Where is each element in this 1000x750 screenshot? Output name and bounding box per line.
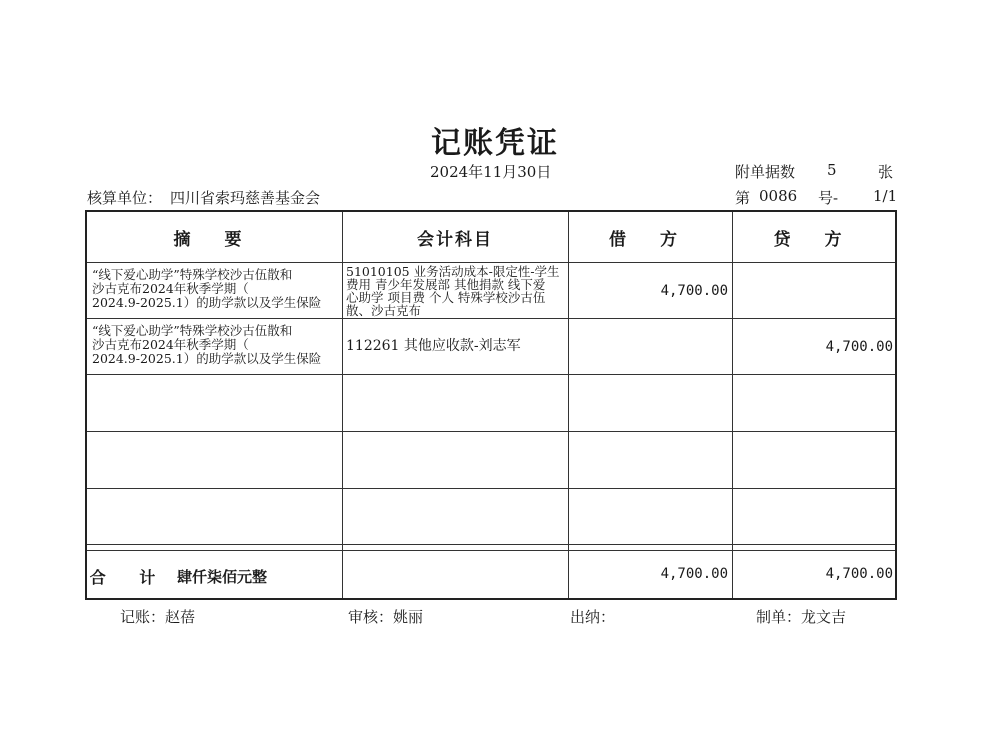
summary-line: “线下爱心助学”特殊学校沙古伍散和 (92, 267, 293, 282)
accounting-unit (87, 187, 320, 208)
entry-1-summary (92, 268, 342, 310)
signature-cashier (570, 606, 615, 627)
voucher-number-prefix: 第 (735, 189, 751, 207)
summary-line: 2024.9-2025.1）的助学款以及学生保险 (92, 351, 322, 366)
voucher-title: 记账凭证 (431, 126, 559, 161)
total-in-words: 肆仟柒佰元整 (177, 567, 268, 586)
total-credit: 4,700.00 (825, 566, 893, 582)
voucher-page: 1/1 (873, 187, 898, 205)
attachment-number: 5 (827, 161, 837, 179)
bookkeeper-label: 记账： (120, 608, 166, 626)
subject-line: 散、沙古克布 (346, 303, 422, 318)
subject-line: 费用 青少年发展部 其他捐款 线下爱 (346, 277, 546, 292)
header-summary: 摘 要 (173, 229, 256, 250)
preparer-label: 制单： (756, 608, 802, 626)
total-debit: 4,700.00 (660, 566, 728, 582)
col-divider (732, 212, 733, 598)
signature-preparer (756, 606, 846, 627)
header-credit: 贷 方 (773, 229, 856, 250)
entry-2-summary (92, 324, 342, 366)
header-debit: 借 方 (609, 229, 691, 250)
row-divider (87, 550, 895, 551)
entry-2-credit: 4,700.00 (825, 339, 893, 355)
summary-line: “线下爱心助学”特殊学校沙古伍散和 (92, 323, 293, 338)
signature-bookkeeper (120, 606, 195, 627)
subject-line: 51010105 业务活动成本-限定性-学生 (346, 264, 560, 279)
row-divider (87, 544, 895, 545)
accounting-unit-value: 四川省索玛慈善基金会 (170, 189, 321, 207)
cashier-label: 出纳： (570, 608, 616, 626)
reviewer-label: 审核： (348, 608, 394, 626)
voucher-table (85, 210, 897, 600)
attachment-unit: 张 (878, 163, 894, 181)
header-subject: 会计科目 (417, 229, 493, 250)
voucher-number-value: 0086 (759, 187, 798, 205)
reviewer-name: 姚丽 (393, 608, 424, 626)
row-divider (87, 488, 895, 489)
summary-line: 沙古克布2024年秋季学期（ (92, 337, 249, 352)
subject-line: 112261 其他应收款-刘志军 (346, 338, 521, 354)
entry-1-debit: 4,700.00 (660, 283, 728, 299)
bookkeeper-name: 赵蓓 (165, 608, 196, 626)
col-divider (342, 212, 343, 598)
row-divider (87, 318, 895, 319)
subject-line: 心助学 项目费 个人 特殊学校沙古伍 (346, 290, 546, 305)
entry-2-subject (346, 340, 568, 353)
signature-reviewer (348, 606, 423, 627)
summary-line: 沙古克布2024年秋季学期（ (92, 281, 249, 296)
preparer-name: 龙文吉 (801, 608, 847, 626)
row-divider (87, 431, 895, 432)
summary-line: 2024.9-2025.1）的助学款以及学生保险 (92, 295, 322, 310)
entry-1-subject (346, 265, 568, 317)
total-label: 合 计 (89, 567, 170, 587)
attachment-label: 附单据数 (735, 163, 796, 181)
row-divider (87, 262, 895, 263)
accounting-unit-label: 核算单位： (87, 189, 163, 207)
col-divider (568, 212, 569, 598)
row-divider (87, 374, 895, 375)
voucher-number-suffix: 号- (818, 189, 839, 207)
voucher-date: 2024年11月30日 (430, 163, 552, 181)
